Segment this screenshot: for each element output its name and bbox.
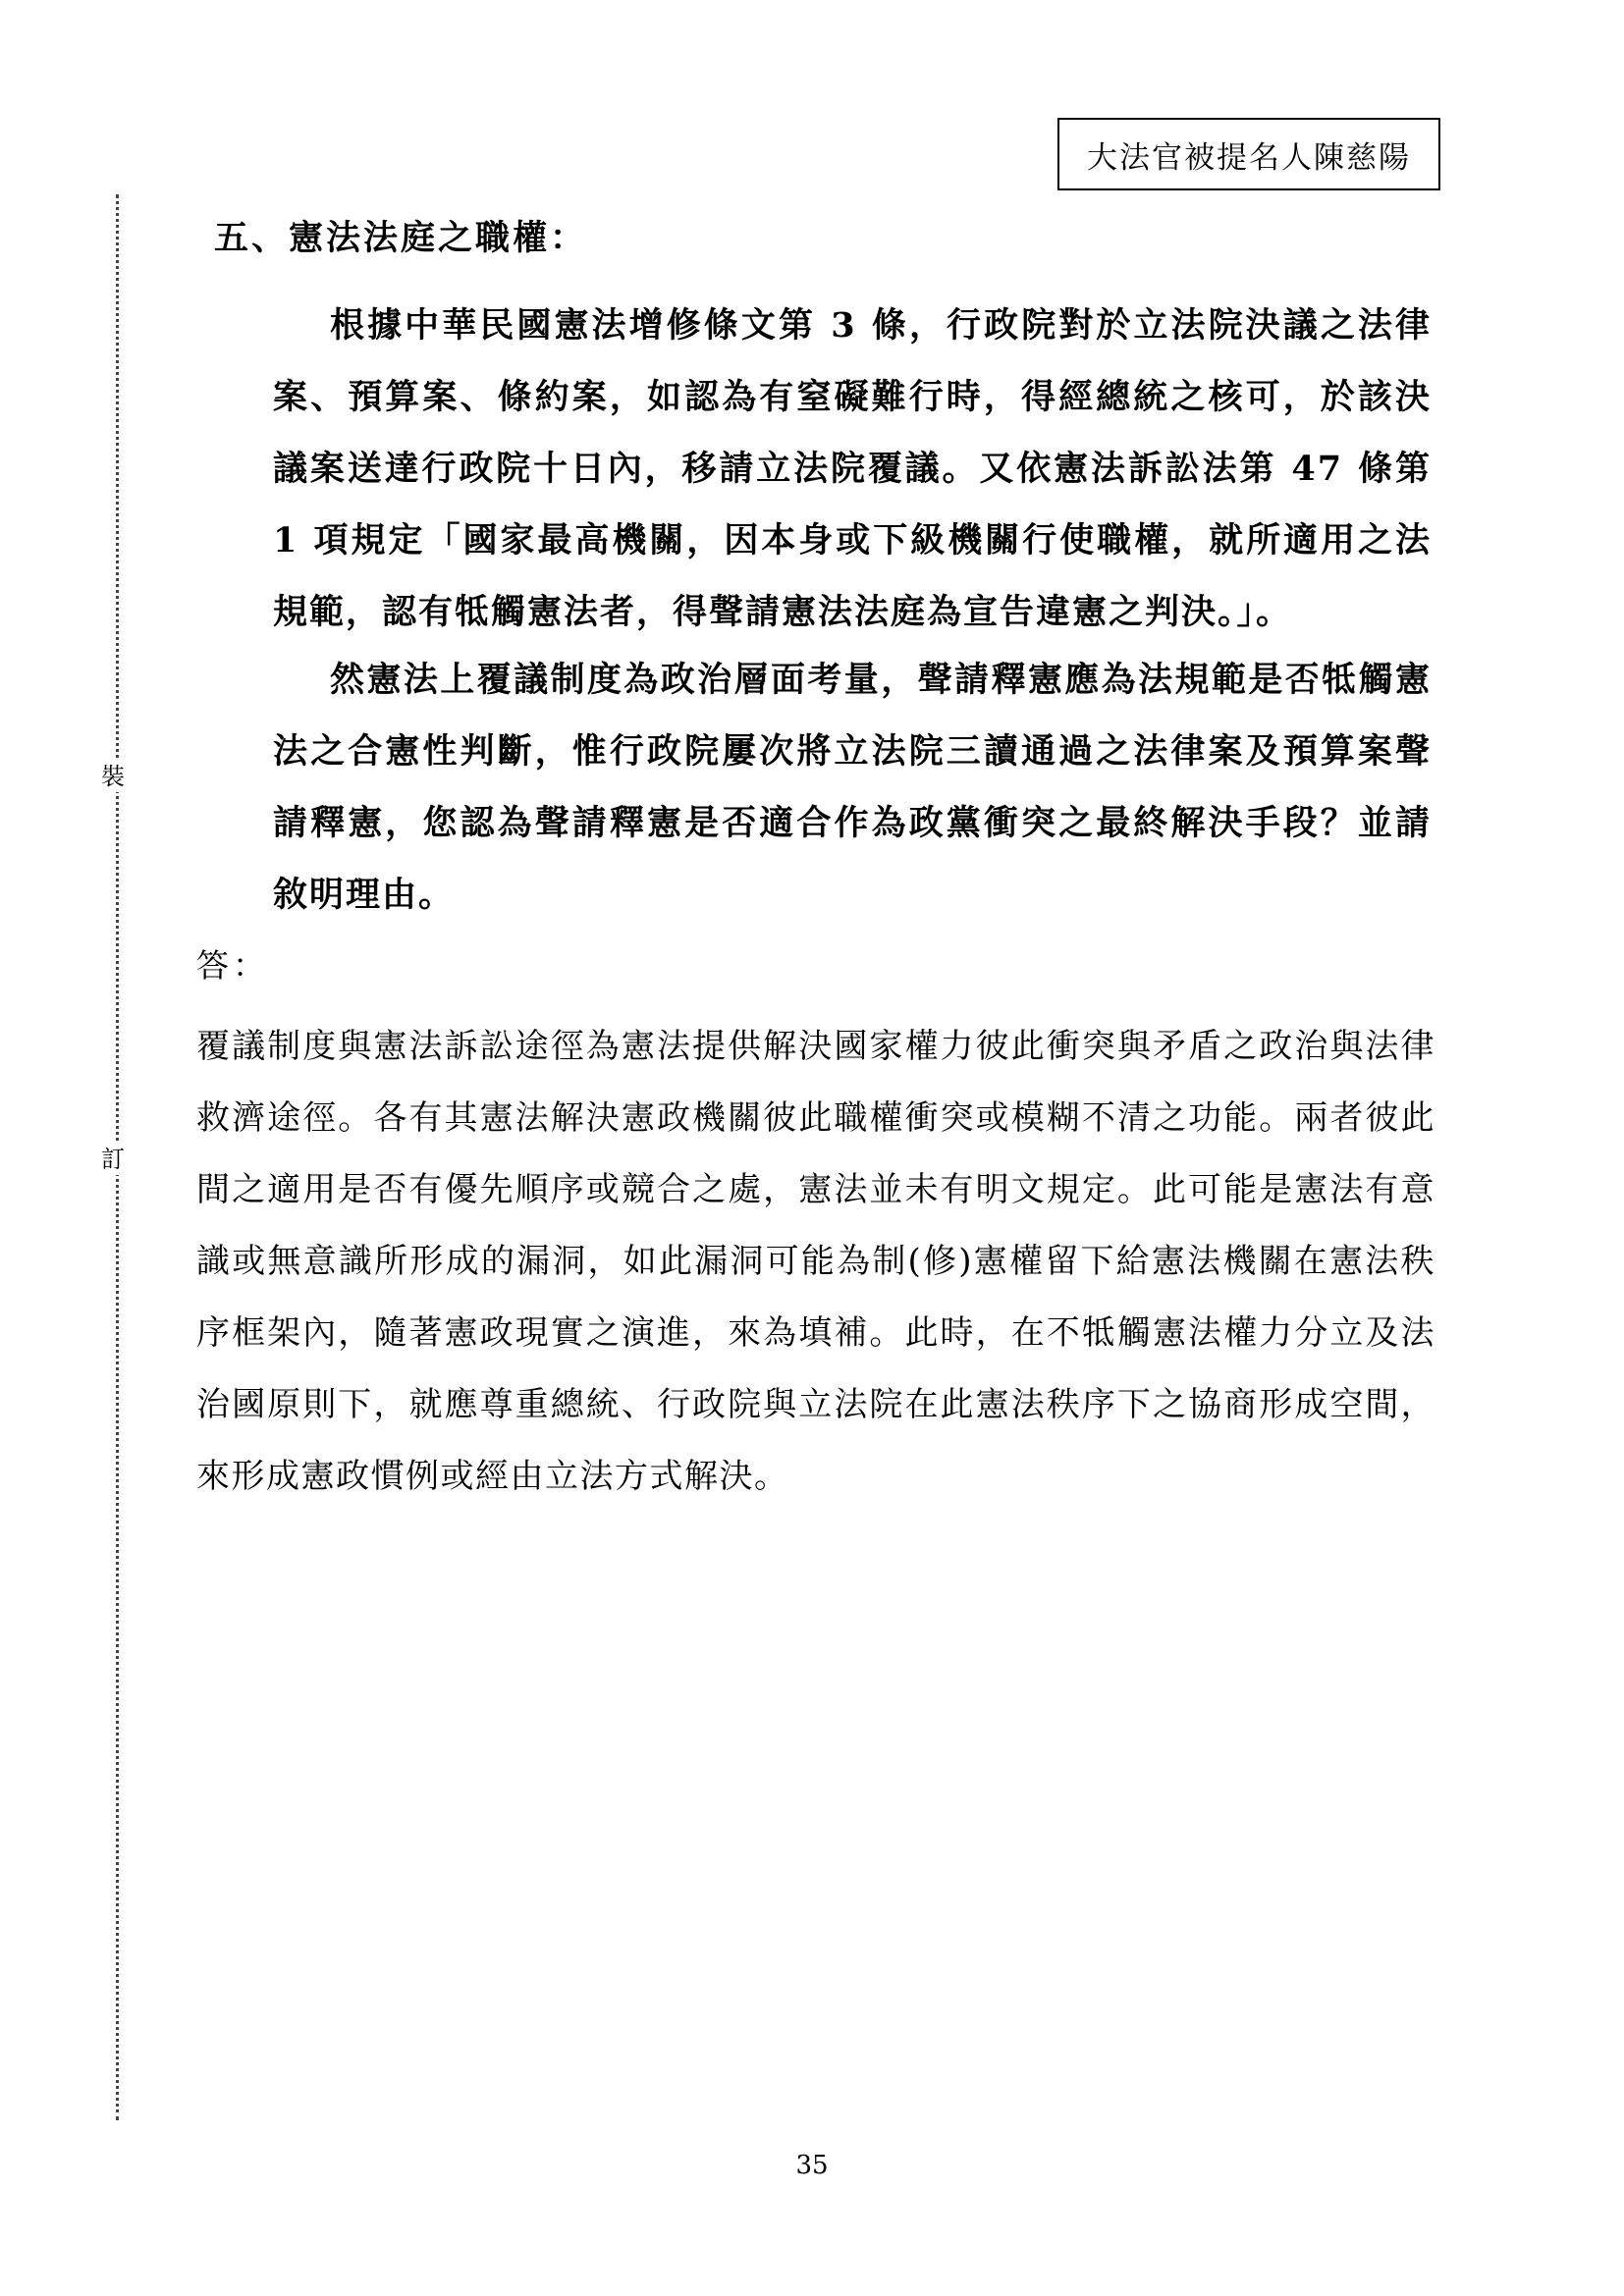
answer-label: 答： bbox=[196, 946, 269, 985]
nominee-label: 大法官被提名人陳慈陽 bbox=[1087, 139, 1411, 176]
question-paragraph-2 bbox=[273, 644, 1432, 931]
nominee-label-box bbox=[1057, 118, 1440, 190]
binding-char-top: 裝 bbox=[101, 763, 125, 790]
section-heading: 五、憲法法庭之職權： bbox=[214, 218, 588, 258]
answer-text: 覆議制度與憲法訴訟途徑為憲法提供解決國家權力彼此衝突與矛盾之政治與法律救濟途徑。各有其憲法解決憲政機關彼此職權衝突或模糊不清之功能。兩者彼此間之適用是否有優先順序或競合之處，憲法並未有明文規定。此可能是憲法有意識或無意識所形成的漏洞，如此漏洞可能為制(修)憲權留下給憲法機關在憲法秩序框架內，隨著憲政現實之演進，來為填補。此時，在不牴觸憲法權力分立及法治國原則下，就應尊重總統、行政院與立法院在此憲法秩序下之協商形成空間，來形成憲政慣例或經由立法方式解決。 bbox=[196, 1027, 1435, 1496]
question-text-2: 然憲法上覆議制度為政治層面考量，聲請釋憲應為法規範是否牴觸憲法之合憲性判斷，惟行政院屢次將立法院三讀通過之法律案及預算案聲請釋憲，您認為聲請釋憲是否適合作為政黨衝突之最終解決手段？並請敘明理由。 bbox=[273, 660, 1432, 915]
question-text-1: 根據中華民國憲法增修條文第 3 條，行政院對於立法院決議之法律案、預算案、條約案，如認為有窒礙難行時，得經總統之核可，於該決議案送達行政院十日內，移請立法院覆議。又依憲法訴訟法第 47 條第 1 項規定「國家最高機關，因本身或下級機關行使職權，就所適用之法規範，認有牴觸憲法者，得聲請憲法法庭為宣告違憲之判決。」。 bbox=[273, 305, 1432, 632]
page-number: 35 bbox=[795, 2151, 829, 2180]
question-paragraph-1 bbox=[273, 290, 1432, 648]
binding-char-bottom: 訂 bbox=[101, 1146, 125, 1173]
answer-body bbox=[196, 1011, 1435, 1513]
